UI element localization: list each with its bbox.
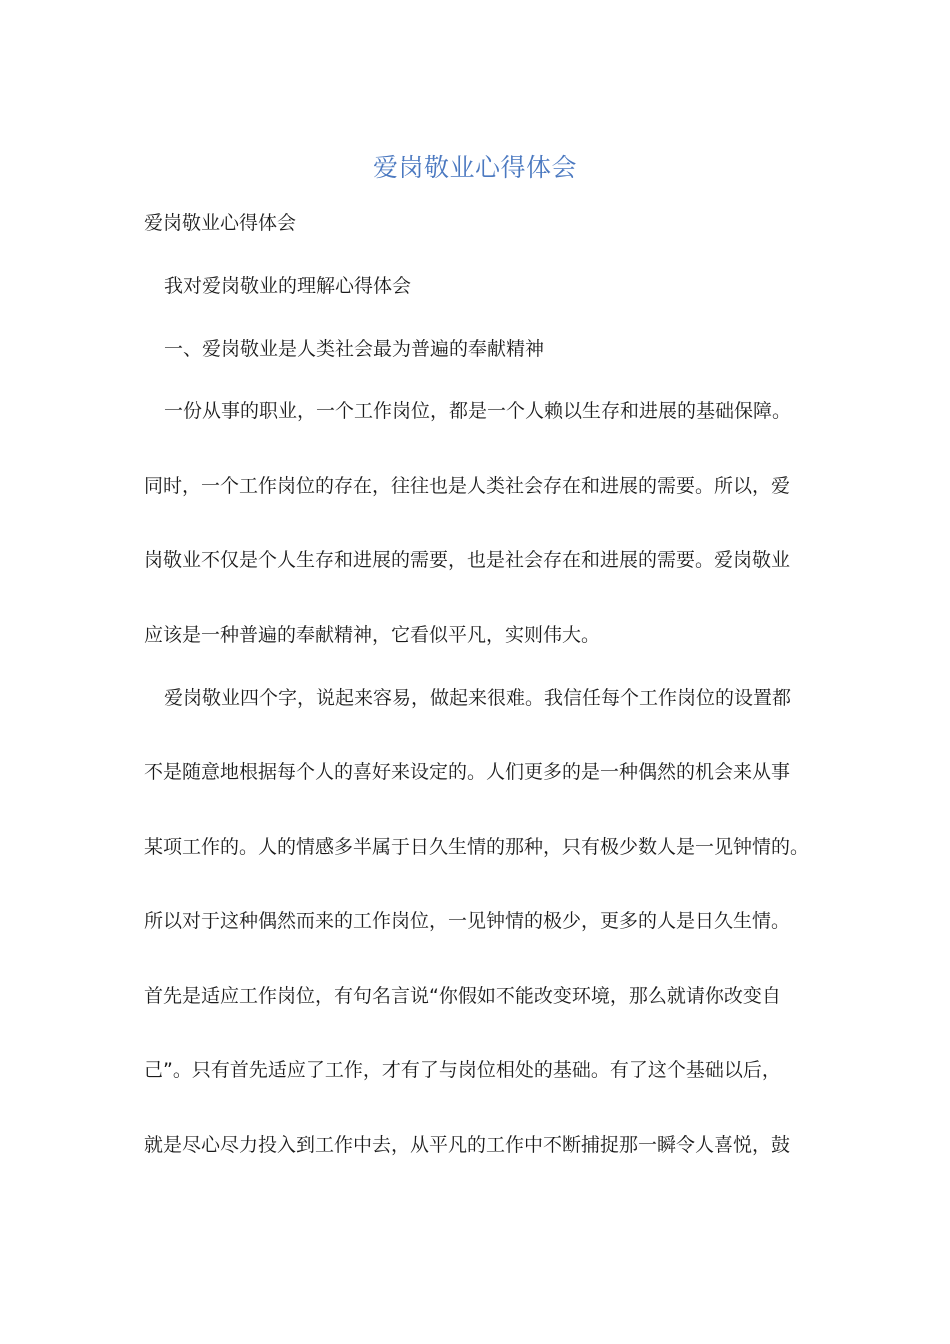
paragraph-line: 首先是适应工作岗位，有句名言说“你假如不能改变环境，那么就请你改变自: [144, 985, 781, 1007]
paragraph-line: 一份从事的职业，一个工作岗位，都是一个人赖以生存和进展的基础保障。: [164, 400, 792, 422]
document-title: 爱岗敬业心得体会: [372, 153, 577, 182]
paragraph-line: 不是随意地根据每个人的喜好来设定的。人们更多的是一种偶然的机会来从事: [144, 761, 791, 783]
paragraph-line: 就是尽心尽力投入到工作中去，从平凡的工作中不断捕捉那一瞬令人喜悦，鼓: [144, 1134, 791, 1156]
paragraph-line: 某项工作的。人的情感多半属于日久生情的那种，只有极少数人是一见钟情的。: [144, 836, 810, 858]
section-heading: 一、爱岗敬业是人类社会最为普遍的奉献精神: [164, 338, 545, 360]
paragraph-line: 所以对于这种偶然而来的工作岗位，一见钟情的极少，更多的人是日久生情。: [144, 910, 791, 932]
subtitle-line: 爱岗敬业心得体会: [144, 212, 297, 234]
heading-line: 我对爱岗敬业的理解心得体会: [164, 275, 412, 297]
paragraph-line: 己”。只有首先适应了工作，才有了与岗位相处的基础。有了这个基础以后，: [144, 1059, 781, 1081]
paragraph-line: 爱岗敬业四个字，说起来容易，做起来很难。我信任每个工作岗位的设置都: [164, 687, 792, 709]
paragraph-line: 岗敬业不仅是个人生存和进展的需要，也是社会存在和进展的需要。爱岗敬业: [144, 549, 791, 571]
paragraph-line: 同时，一个工作岗位的存在，往往也是人类社会存在和进展的需要。所以，爱: [144, 475, 791, 497]
paragraph-line: 应该是一种普遍的奉献精神，它看似平凡，实则伟大。: [144, 624, 601, 646]
